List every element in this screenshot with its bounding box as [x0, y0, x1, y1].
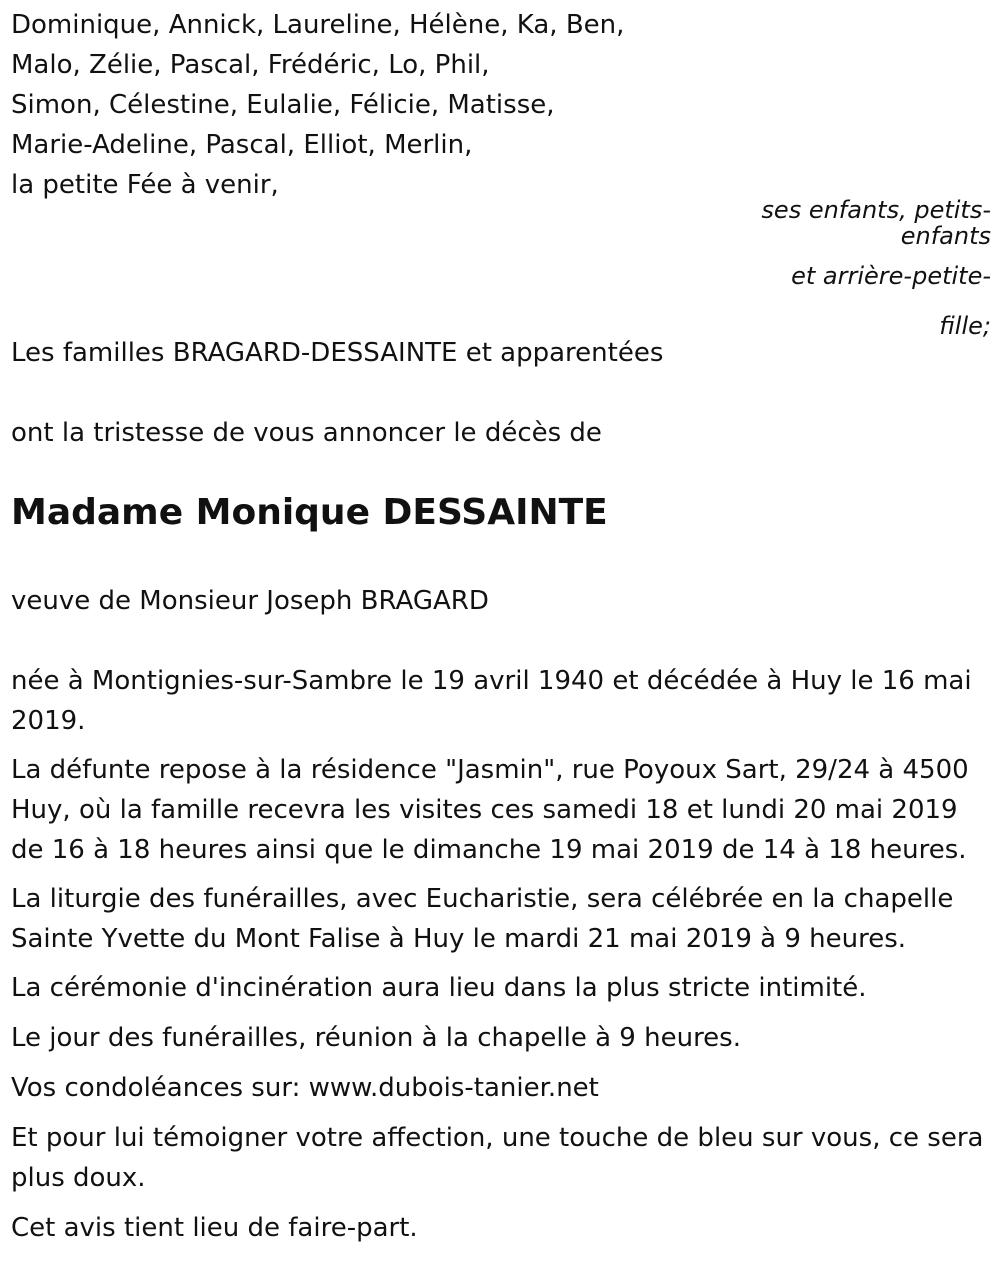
announcement-line: ont la tristesse de vous annoncer le décès de — [11, 418, 602, 448]
names-line-3: Simon, Célestine, Eulalie, Félicie, Matisse, — [11, 90, 555, 120]
relation-line-4: fille; — [939, 312, 991, 340]
names-line-4: Marie-Adeline, Pascal, Elliot, Merlin, — [11, 130, 473, 160]
visitation-paragraph: La défunte repose à la résidence "Jasmin", rue Poyoux Sart, 29/24 à 4500 Huy, où la famille recevra les visites ces samedi 18 et lundi 20 mai 2019 de 16 à 18 heures ainsi que le dimanche 19 mai 2019 de 14 à 18 heures. — [11, 755, 969, 865]
family-names-list — [11, 5, 624, 205]
relation-line-2: enfants — [900, 222, 991, 250]
deceased-name: Madame Monique DESSAINTE — [11, 492, 608, 533]
family-relation-note — [731, 190, 991, 346]
names-line-5: la petite Fée à venir, — [11, 170, 279, 200]
relation-line-1: ses enfants, petits- — [761, 196, 991, 224]
spouse-line: veuve de Monsieur Joseph BRAGARD — [11, 586, 489, 616]
names-line-1: Dominique, Annick, Laureline, Hélène, Ka, Ben, — [11, 10, 625, 40]
meeting-paragraph: Le jour des funérailles, réunion à la chapelle à 9 heures. — [11, 1023, 741, 1053]
families-line: Les familles BRAGARD-DESSAINTE et apparentées — [11, 338, 664, 368]
blue-touch-paragraph: Et pour lui témoigner votre affection, une touche de bleu sur vous, ce sera plus doux. — [11, 1123, 984, 1193]
closing-paragraph: Cet avis tient lieu de faire-part. — [11, 1213, 418, 1243]
condolences-paragraph: Vos condoléances sur: www.dubois-tanier.net — [11, 1073, 599, 1103]
liturgy-paragraph: La liturgie des funérailles, avec Eucharistie, sera célébrée en la chapelle Sainte Yvette du Mont Falise à Huy le mardi 21 mai 2019 à 9 heures. — [11, 884, 954, 954]
names-line-2: Malo, Zélie, Pascal, Frédéric, Lo, Phil, — [11, 50, 490, 80]
incineration-paragraph: La cérémonie d'incinération aura lieu dans la plus stricte intimité. — [11, 973, 867, 1003]
birth-death-paragraph: née à Montignies-sur-Sambre le 19 avril 1940 et décédée à Huy le 16 mai 2019. — [11, 666, 972, 736]
relation-line-3: et arrière-petite- — [791, 262, 991, 290]
